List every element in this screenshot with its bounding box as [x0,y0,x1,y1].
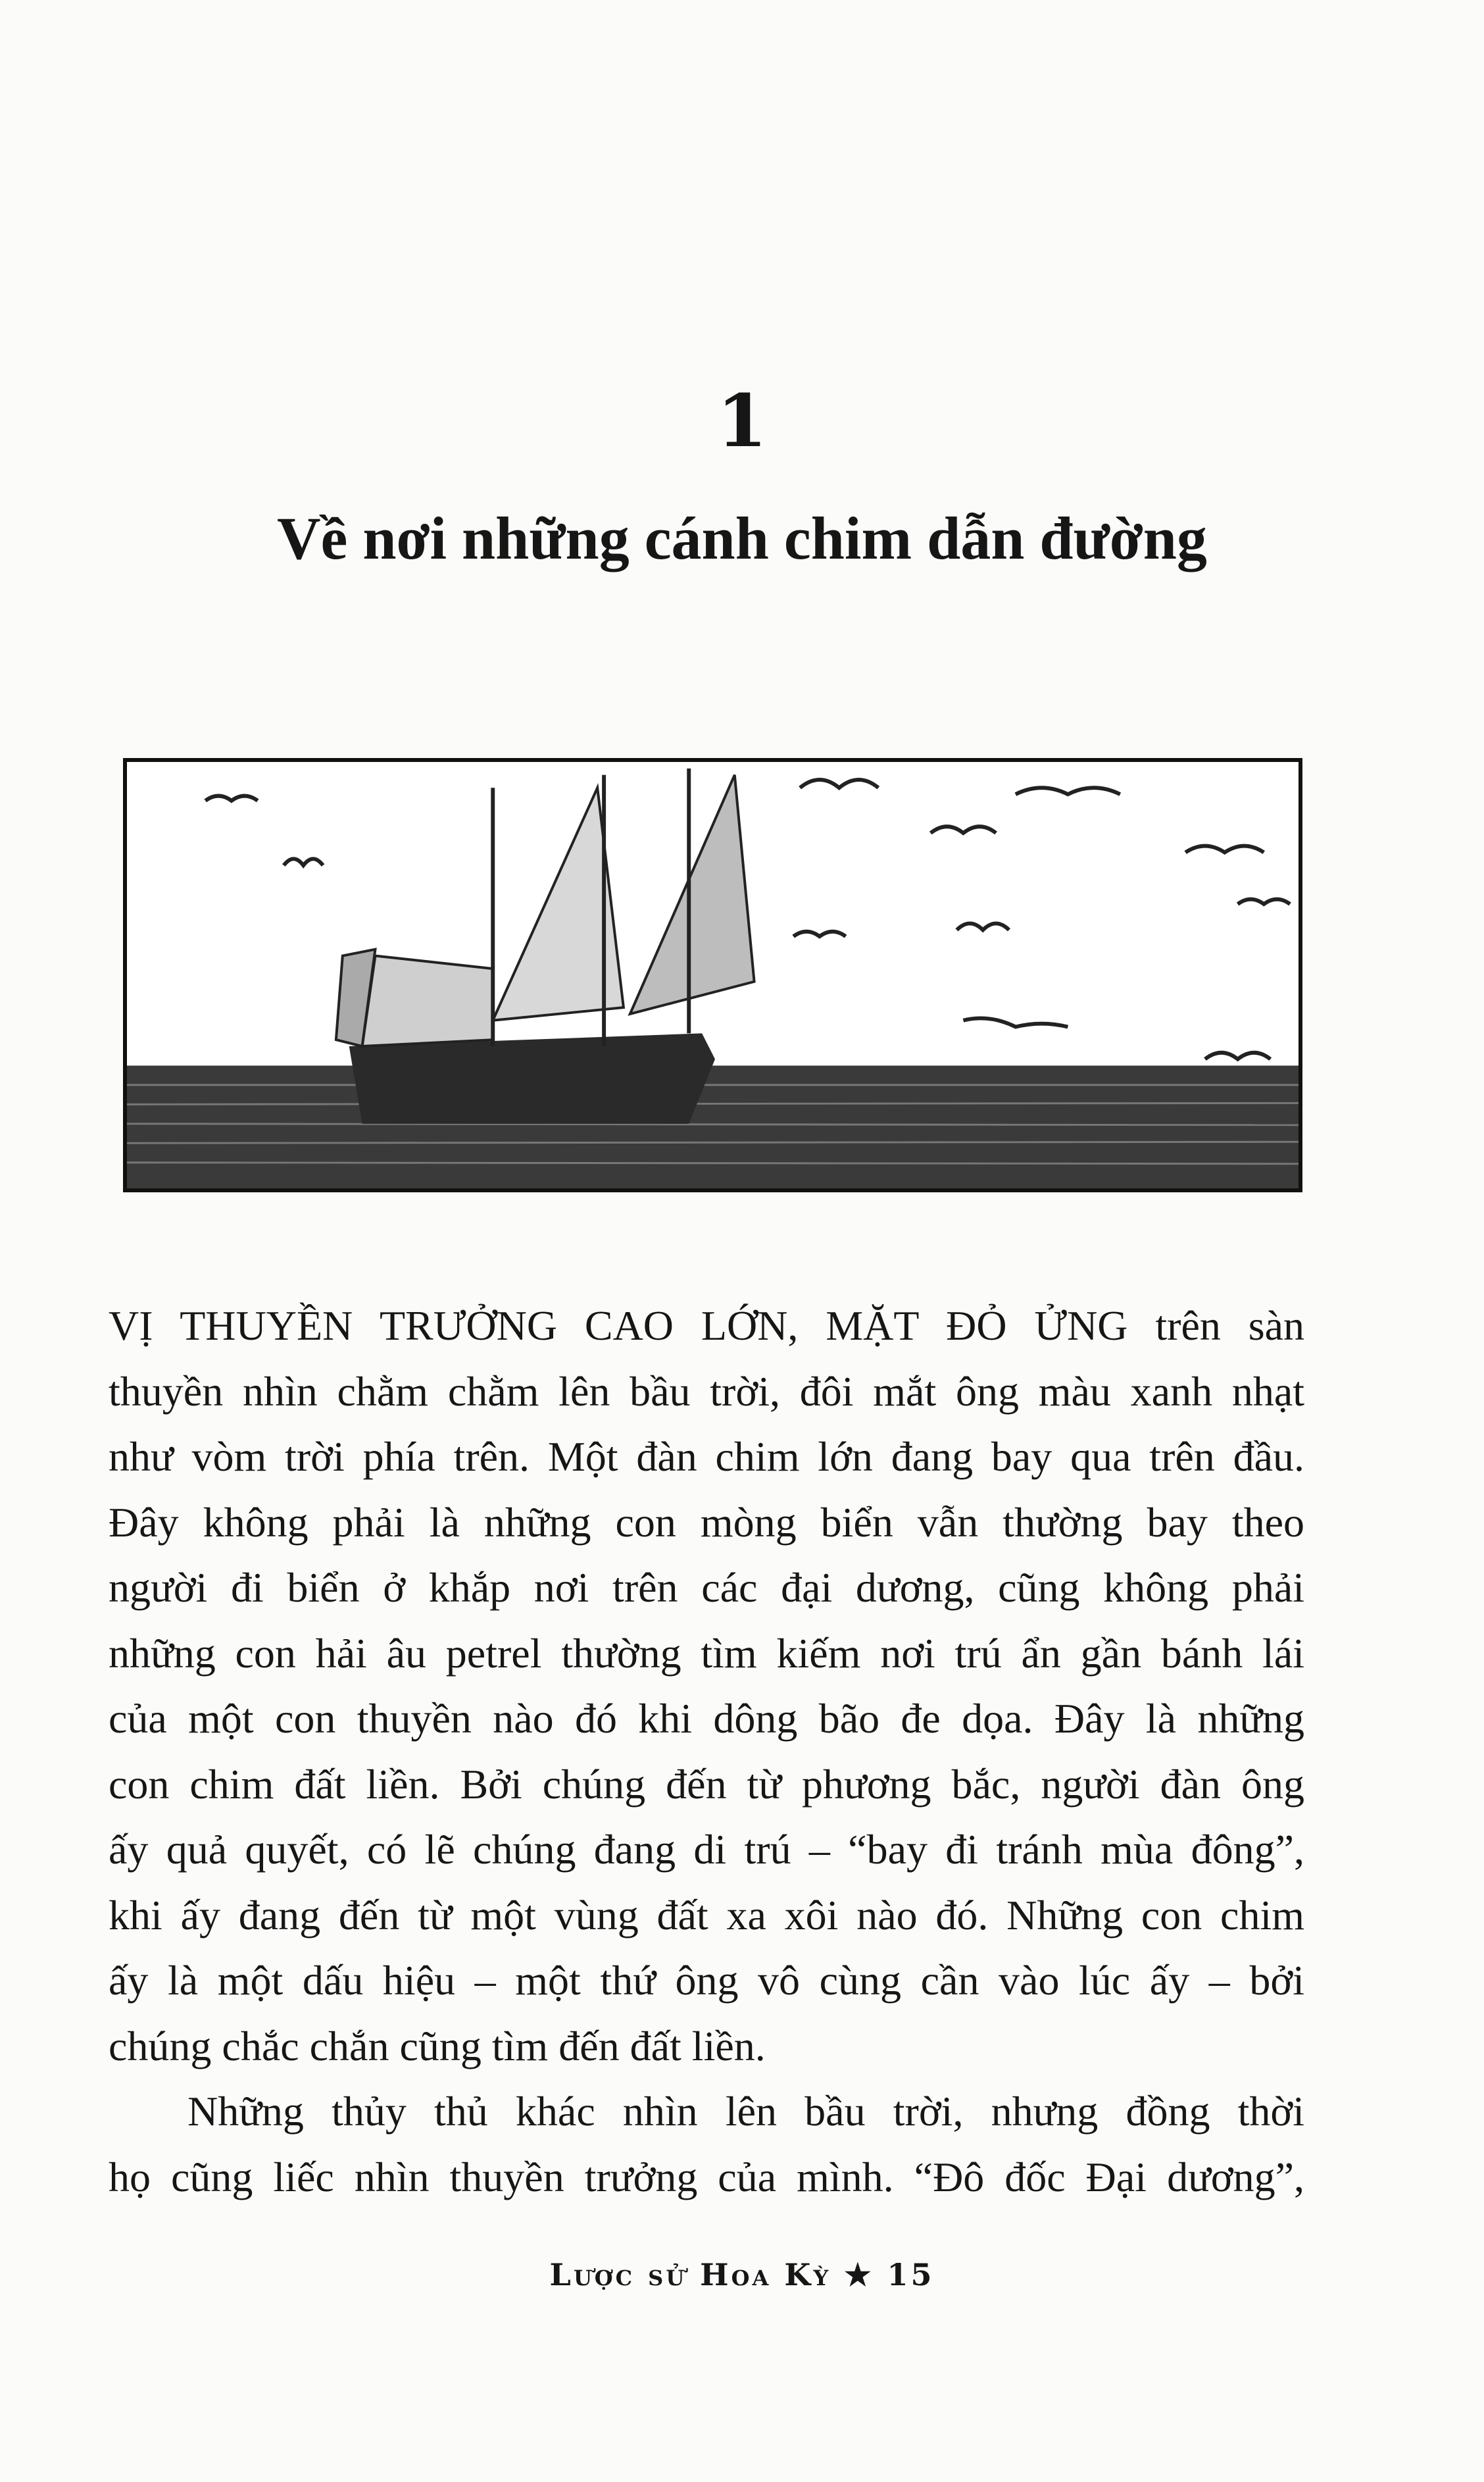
chapter-illustration [123,758,1302,1192]
text-line: thuyền nhìn chằm chằm lên bầu trời, đôi mắt ông màu xanh nhạt [109,1367,1304,1415]
paragraph-2 [109,2079,1304,2210]
ship-illustration [127,762,1298,1188]
text-line: của một con thuyền nào đó khi dông bão đe dọa. Đây là những [109,1695,1304,1742]
page-number: 15 [887,2257,935,2292]
text-line: những con hải âu petrel thường tìm kiếm nơi trú ẩn gần bánh lái [109,1629,1304,1677]
text-line: họ cũng liếc nhìn thuyền trưởng của mình. “Đô đốc Đại dương”, [109,2153,1304,2200]
text-line: như vòm trời phía trên. Một đàn chim lớn đang bay qua trên đầu. [109,1433,1304,1480]
chapter-title: Về nơi những cánh chim dẫn đường [277,505,1207,572]
text-line: ấy quả quyết, có lẽ chúng đang di trú – “bay đi tránh mùa đông”, [109,1826,1304,1873]
chapter-number: 1 [716,378,768,463]
text-line: con chim đất liền. Bởi chúng đến từ phương bắc, người đàn ông [109,1760,1304,1808]
text-line: ấy là một dấu hiệu – một thứ ông vô cùng cần vào lúc ấy – bởi [109,1957,1304,2004]
text-line: Đây không phải là những con mòng biển vẫn thường bay theo [109,1498,1304,1546]
page-footer [0,2257,1484,2292]
text-line: người đi biển ở khắp nơi trên các đại dương, cũng không phải [109,1564,1304,1611]
running-title: Lược sử Hoa Kỳ [549,2257,831,2292]
body-text [109,1293,1304,2210]
paragraph-1 [109,1293,1304,2079]
text-line: chúng chắc chắn cũng tìm đến đất liền. [109,2022,766,2069]
text-line: khi ấy đang đến từ một vùng đất xa xôi nào đó. Những con chim [109,1891,1304,1938]
star-icon: ★ [844,2257,874,2292]
text-line: Những thủy thủ khác nhìn lên bầu trời, nhưng đồng thời [187,2088,1304,2135]
text-line: VỊ THUYỀN TRƯỞNG CAO LỚN, MẶT ĐỎ ỬNG trên sàn [109,1302,1304,1349]
